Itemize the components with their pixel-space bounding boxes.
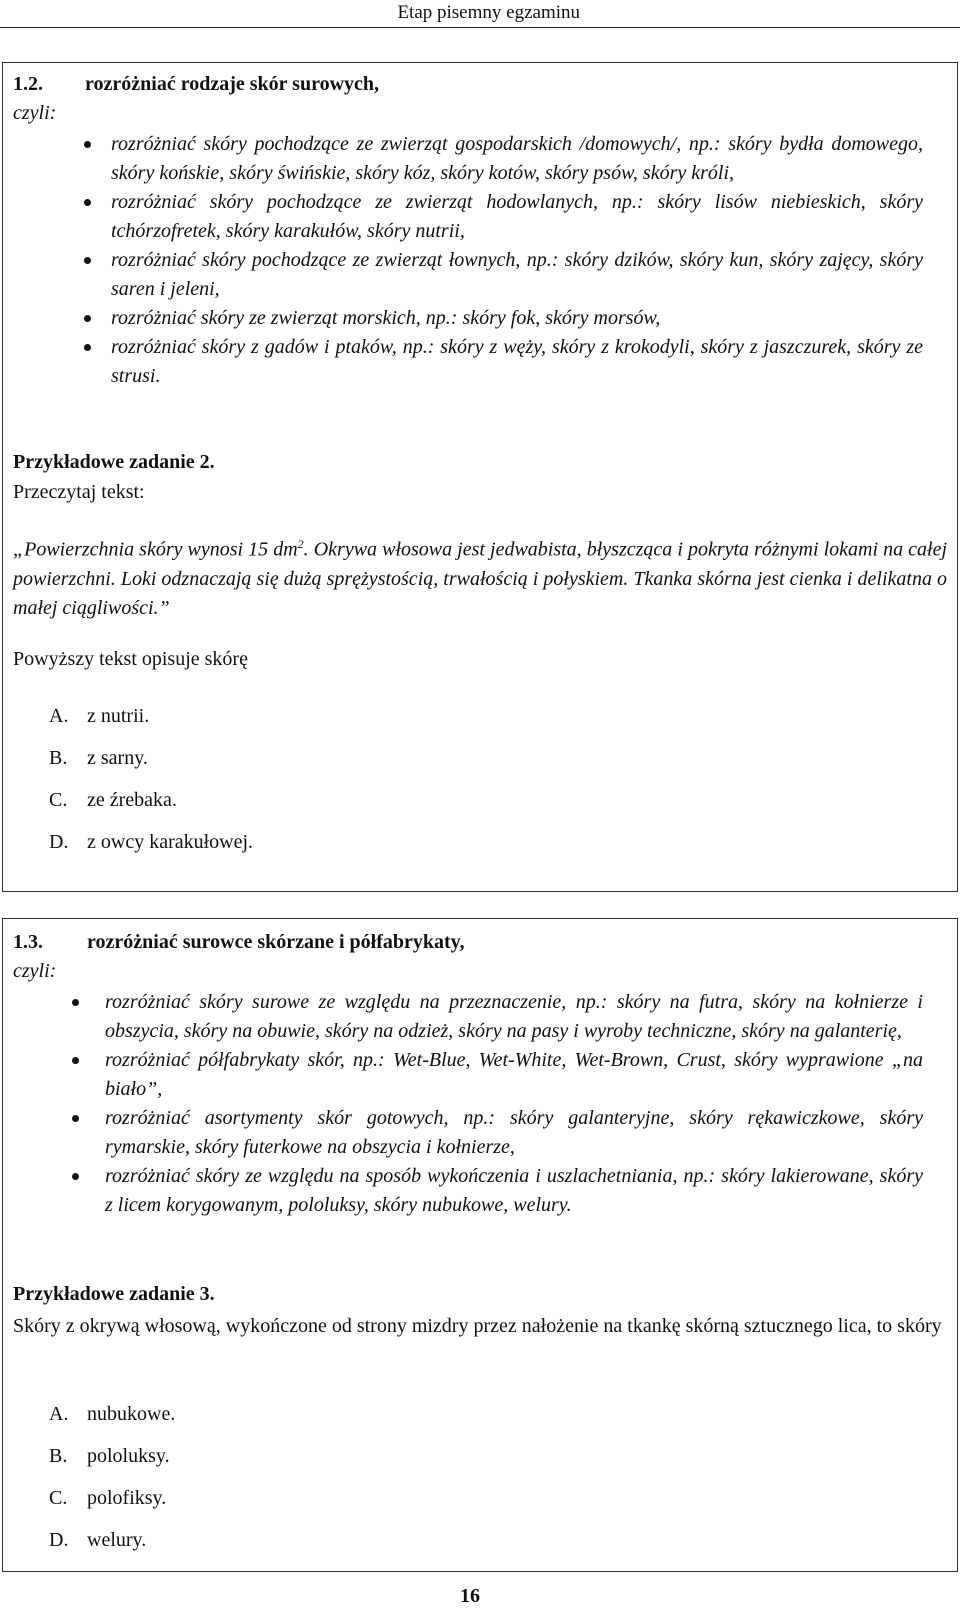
list-item: rozróżniać skóry pochodzące ze zwierząt łownych, np.: skóry dzików, skóry kun, skóry zajęcy, skóry saren i jeleni, [111,246,923,304]
answer-option[interactable]: C. polofiksy. [49,1487,167,1509]
list-item: rozróżniać skóry pochodzące ze zwierząt gospodarskich /domowych/, np.: skóry bydła domowego, skóry końskie, skóry świńskie, skóry kóz, skóry kotów, skóry psów, skóry króli, [111,130,923,188]
page-header [0,0,960,31]
answer-option[interactable]: B. pololuksy. [49,1445,170,1467]
bullet-icon [84,344,91,351]
bullet-icon [72,999,79,1006]
header-title: Etap pisemny egzaminu [397,2,580,23]
section-title: rozróżniać surowce skórzane i półfabrykaty, [87,931,465,953]
bullet-icon [84,199,91,206]
task-title: Przykładowe zadanie 3. [13,1283,215,1305]
answer-list [49,695,253,863]
quoted-text: „Powierzchnia skóry wynosi 15 $dm^2$. Okrywa włosowa jest jedwabista, błyszcząca i pokryta różnymi lokami na całej powierzchni. Loki odznaczają się dużą sprężystością, trwałością i połyskiem. Tkanka skórna jest cienka i delikatna o małej ciągliwości.” [13,537,948,619]
task-question: Powyższy tekst opisuje skórę [13,648,248,670]
bullet-icon [72,1057,79,1064]
bullet-icon [84,141,91,148]
list-item: rozróżniać asortymenty skór gotowych, np.: skóry galanteryjne, skóry rękawiczkowe, skóry rymarskie, skóry futerkowe na obszycia i kołnierze, [105,1104,923,1162]
page-number: 16 [460,1585,480,1607]
czyli-label: czyli: [13,960,57,982]
bullet-icon [84,257,91,264]
list-item: rozróżniać skóry pochodzące ze zwierząt hodowlanych, np.: skóry lisów niebieskich, skóry tchórzofretek, skóry karakułów, skóry nutrii, [111,188,923,246]
bullet-list [3,988,957,1220]
answer-option[interactable]: A. nubukowe. [49,1403,176,1425]
answer-option[interactable]: D. welury. [49,1529,147,1551]
header-rule [0,27,960,28]
task-title: Przykładowe zadanie 2. [13,451,215,473]
list-item: rozróżniać półfabrykaty skór, np.: Wet-Blue, Wet-White, Wet-Brown, Crust, skóry wyprawione „na biało”, [105,1046,923,1104]
answer-option[interactable]: C. ze źrebaka. [49,789,177,811]
list-item: rozróżniać skóry ze względu na sposób wykończenia i uszlachetniania, np.: skóry lakierowane, skóry z licem korygowanym, pololuksy, skóry nubukowe, welury. [105,1162,923,1220]
section-box-1-3 [2,918,958,1572]
task-instruction: Przeczytaj tekst: [13,481,145,503]
list-item: rozróżniać skóry ze zwierząt morskich, np.: skóry fok, skóry morsów, [111,304,923,333]
czyli-label: czyli: [13,102,57,124]
section-number: 1.3. [13,931,43,953]
list-item: rozróżniać skóry surowe ze względu na przeznaczenie, np.: skóry na futra, skóry na kołnierze i obszycia, skóry na obuwie, skóry na odzież, skóry na pasy i wyroby techniczne, skóry na galanterię, [105,988,923,1046]
bullet-icon [72,1115,79,1122]
task-question: Skóry z okrywą włosową, wykończone od strony mizdry przez nałożenie na tkankę skórną sztucznego lica, to skóry [13,1315,942,1337]
list-item: rozróżniać skóry z gadów i ptaków, np.: skóry z węży, skóry z krokodyli, skóry z jaszczurek, skóry ze strusi. [111,333,923,391]
answer-option[interactable]: A. z nutrii. [49,705,150,727]
section-number: 1.2. [13,73,43,95]
answer-option[interactable]: B. z sarny. [49,747,148,769]
answer-option[interactable]: D. z owcy karakułowej. [49,831,254,853]
bullet-icon [72,1173,79,1180]
bullet-icon [84,315,91,322]
answer-list [49,1393,175,1561]
section-box-1-2 [2,62,958,892]
bullet-list [3,130,957,391]
section-title: rozróżniać rodzaje skór surowych, [85,73,380,95]
